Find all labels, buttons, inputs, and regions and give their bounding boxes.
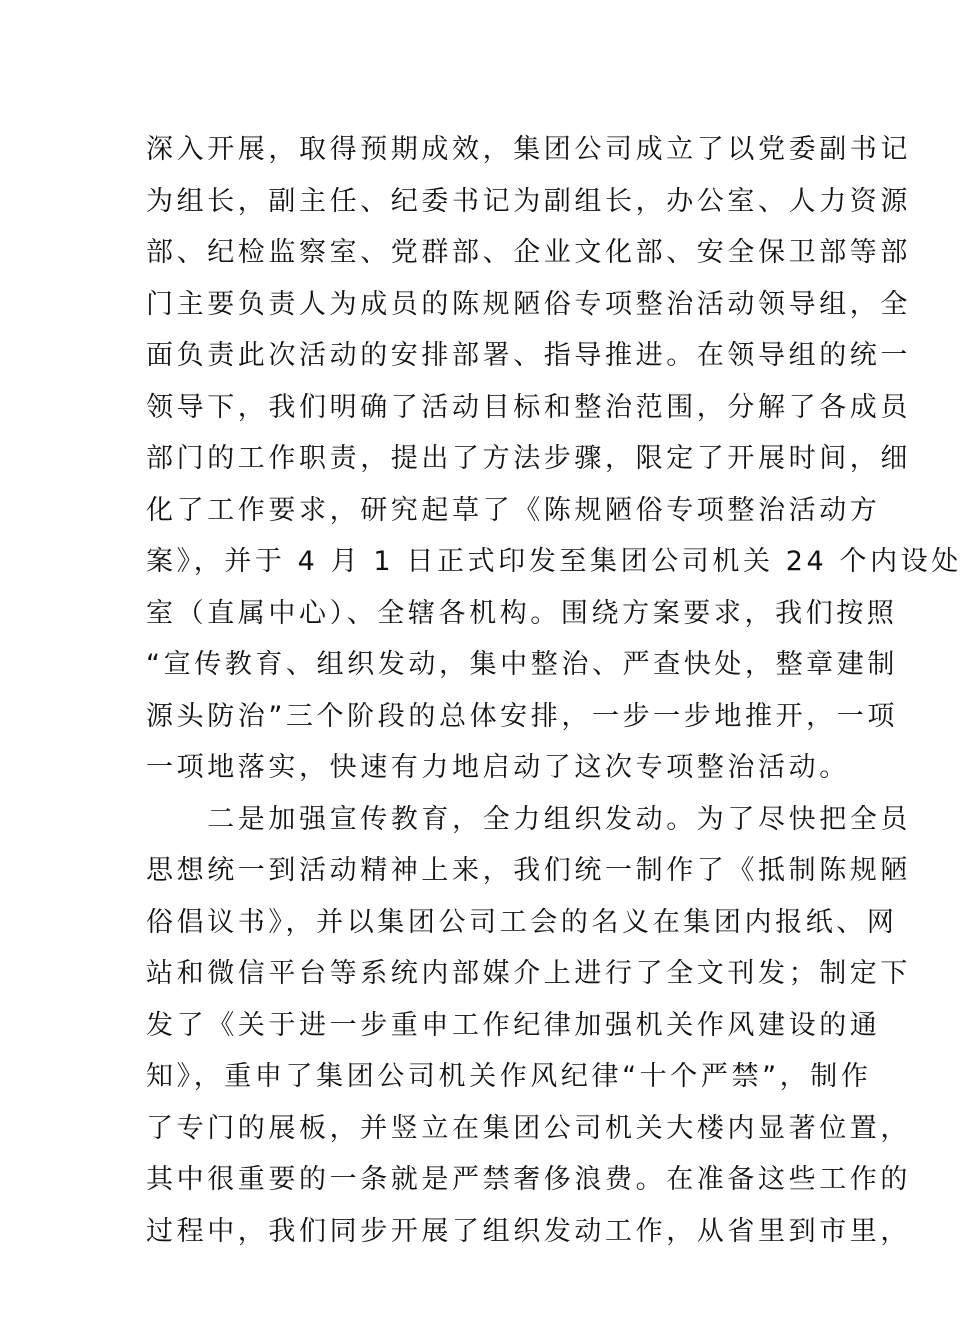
text-line-17: 站和微信平台等系统内部媒介上进行了全文刊发；制定下 bbox=[146, 958, 911, 989]
text-line-20: 了专门的展板，并竖立在集团公司机关大楼内显著位置， bbox=[146, 1112, 911, 1144]
text-line-15: 思想统一到活动精神上来，我们统一制作了《抵制陈规陋 bbox=[146, 855, 911, 886]
text-line-9: 案》，并于 4 月 1 日正式印发至集团公司机关 24 个内设处 bbox=[146, 546, 962, 577]
text-line-14: 二是加强宣传教育，全力组织发动。为了尽快把全员 bbox=[146, 803, 911, 835]
text-line-13: 一项地落实，快速有力地启动了这次专项整治活动。 bbox=[146, 752, 850, 783]
text-line-12: 源头防治”三个阶段的总体安排，一步一步地推开，一项 bbox=[146, 700, 898, 732]
text-line-3: 部、纪检监察室、党群部、企业文化部、安全保卫部等部 bbox=[146, 237, 911, 268]
body-text bbox=[146, 124, 962, 1257]
text-line-16: 俗倡议书》，并以集团公司工会的名义在集团内报纸、网 bbox=[146, 906, 898, 938]
text-line-4: 门主要负责人为成员的陈规陋俗专项整治活动领导组，全 bbox=[146, 288, 911, 320]
text-line-18: 发了《关于进一步重申工作纪律加强机关作风建设的通 bbox=[146, 1009, 881, 1041]
text-line-10: 室（直属中心）、全辖各机构。围绕方案要求，我们按照 bbox=[146, 597, 898, 629]
text-line-19: 知》，重申了集团公司机关作风纪律“十个严禁”，制作 bbox=[146, 1061, 872, 1092]
text-line-6: 领导下，我们明确了活动目标和整治范围，分解了各成员 bbox=[146, 391, 911, 423]
text-line-7: 部门的工作职责，提出了方法步骤，限定了开展时间，细 bbox=[146, 443, 911, 474]
text-line-11: “宣传教育、组织发动，集中整治、严查快处，整章建制 bbox=[146, 649, 898, 680]
text-line-22: 过程中，我们同步开展了组织发动工作，从省里到市里， bbox=[146, 1215, 911, 1247]
text-line-8: 化了工作要求，研究起草了《陈规陋俗专项整治活动方 bbox=[146, 494, 881, 526]
text-line-21: 其中很重要的一条就是严禁奢侈浪费。在准备这些工作的 bbox=[146, 1164, 911, 1195]
text-line-2: 为组长，副主任、纪委书记为副组长，办公室、人力资源 bbox=[146, 185, 911, 217]
text-line-5: 面负责此次活动的安排部署、指导推进。在领导组的统一 bbox=[146, 340, 911, 371]
text-line-1: 深入开展，取得预期成效，集团公司成立了以党委副书记 bbox=[146, 134, 911, 165]
